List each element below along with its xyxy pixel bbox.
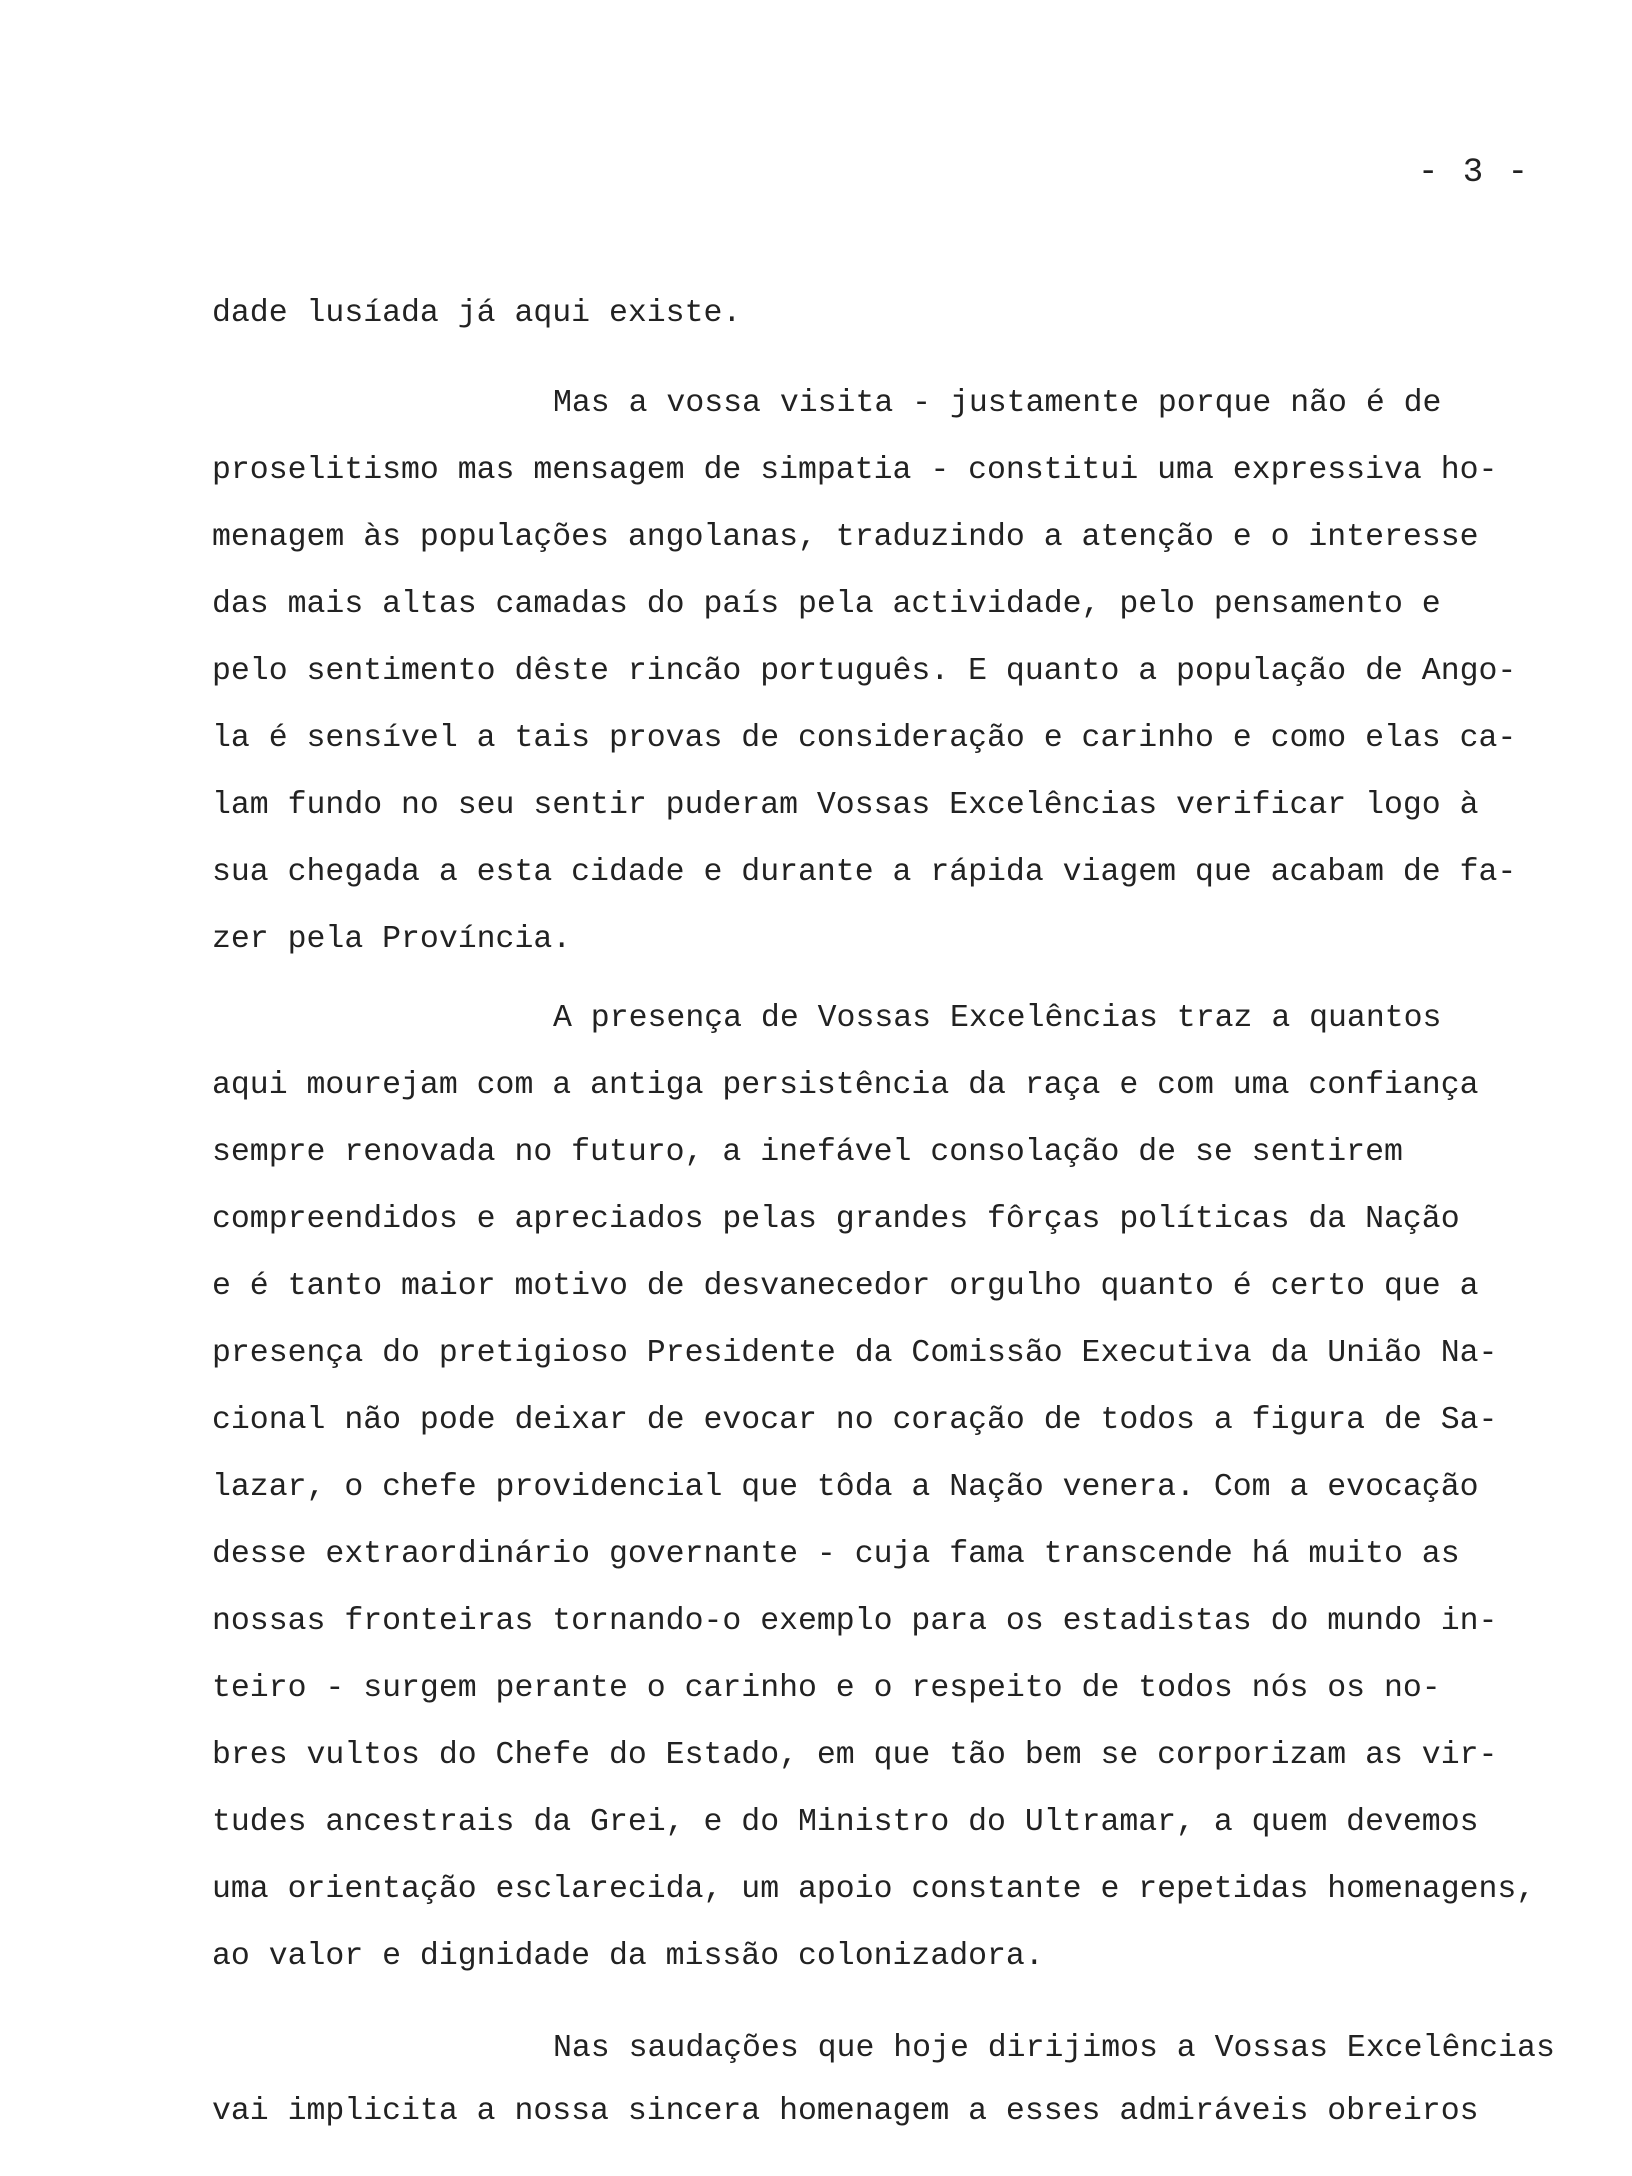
text-line: cional não pode deixar de evocar no coração de todos a figura de Sa- bbox=[212, 1403, 1498, 1438]
text-line: menagem às populações angolanas, traduzindo a atenção e o interesse bbox=[212, 520, 1479, 555]
text-line: bres vultos do Chefe do Estado, em que tão bem se corporizam as vir- bbox=[212, 1738, 1498, 1773]
text-line: das mais altas camadas do país pela actividade, pelo pensamento e bbox=[212, 587, 1441, 622]
text-line: compreendidos e apreciados pelas grandes fôrças políticas da Nação bbox=[212, 1202, 1460, 1237]
text-line: teiro - surgem perante o carinho e o respeito de todos nós os no- bbox=[212, 1671, 1441, 1706]
text-line: proselitismo mas mensagem de simpatia - constitui uma expressiva ho- bbox=[212, 453, 1498, 488]
text-line: aqui mourejam com a antiga persistência da raça e com uma confiança bbox=[212, 1068, 1479, 1103]
text-line: uma orientação esclarecida, um apoio constante e repetidas homenagens, bbox=[212, 1872, 1536, 1907]
text-line: la é sensível a tais provas de consideração e carinho e como elas ca- bbox=[212, 721, 1517, 756]
text-line: presença do pretigioso Presidente da Comissão Executiva da União Na- bbox=[212, 1336, 1498, 1371]
text-line: Mas a vossa visita - justamente porque não é de bbox=[553, 386, 1442, 421]
text-line: dade lusíada já aqui existe. bbox=[212, 296, 742, 331]
text-line: pelo sentimento dêste rincão português. E quanto a população de Ango- bbox=[212, 654, 1517, 689]
text-line: tudes ancestrais da Grei, e do Ministro do Ultramar, a quem devemos bbox=[212, 1805, 1479, 1840]
text-line: sua chegada a esta cidade e durante a rápida viagem que acabam de fa- bbox=[212, 855, 1517, 890]
text-line: desse extraordinário governante - cuja fama transcende há muito as bbox=[212, 1537, 1460, 1572]
text-line: A presença de Vossas Excelências traz a quantos bbox=[553, 1001, 1442, 1036]
text-line: vai implicita a nossa sincera homenagem a esses admiráveis obreiros bbox=[212, 2094, 1479, 2129]
text-line: zer pela Província. bbox=[212, 922, 572, 957]
text-line: lam fundo no seu sentir puderam Vossas Excelências verificar logo à bbox=[212, 788, 1479, 823]
page-number: - 3 - bbox=[1418, 154, 1531, 192]
text-line: sempre renovada no futuro, a inefável consolação de se sentirem bbox=[212, 1135, 1403, 1170]
text-line: Nas saudações que hoje dirijimos a Vossas Excelências bbox=[553, 2031, 1555, 2066]
text-line: lazar, o chefe providencial que tôda a Nação venera. Com a evocação bbox=[212, 1470, 1479, 1505]
text-line: e é tanto maior motivo de desvanecedor orgulho quanto é certo que a bbox=[212, 1269, 1479, 1304]
text-line: nossas fronteiras tornando-o exemplo para os estadistas do mundo in- bbox=[212, 1604, 1498, 1639]
text-line: ao valor e dignidade da missão colonizadora. bbox=[212, 1939, 1044, 1974]
